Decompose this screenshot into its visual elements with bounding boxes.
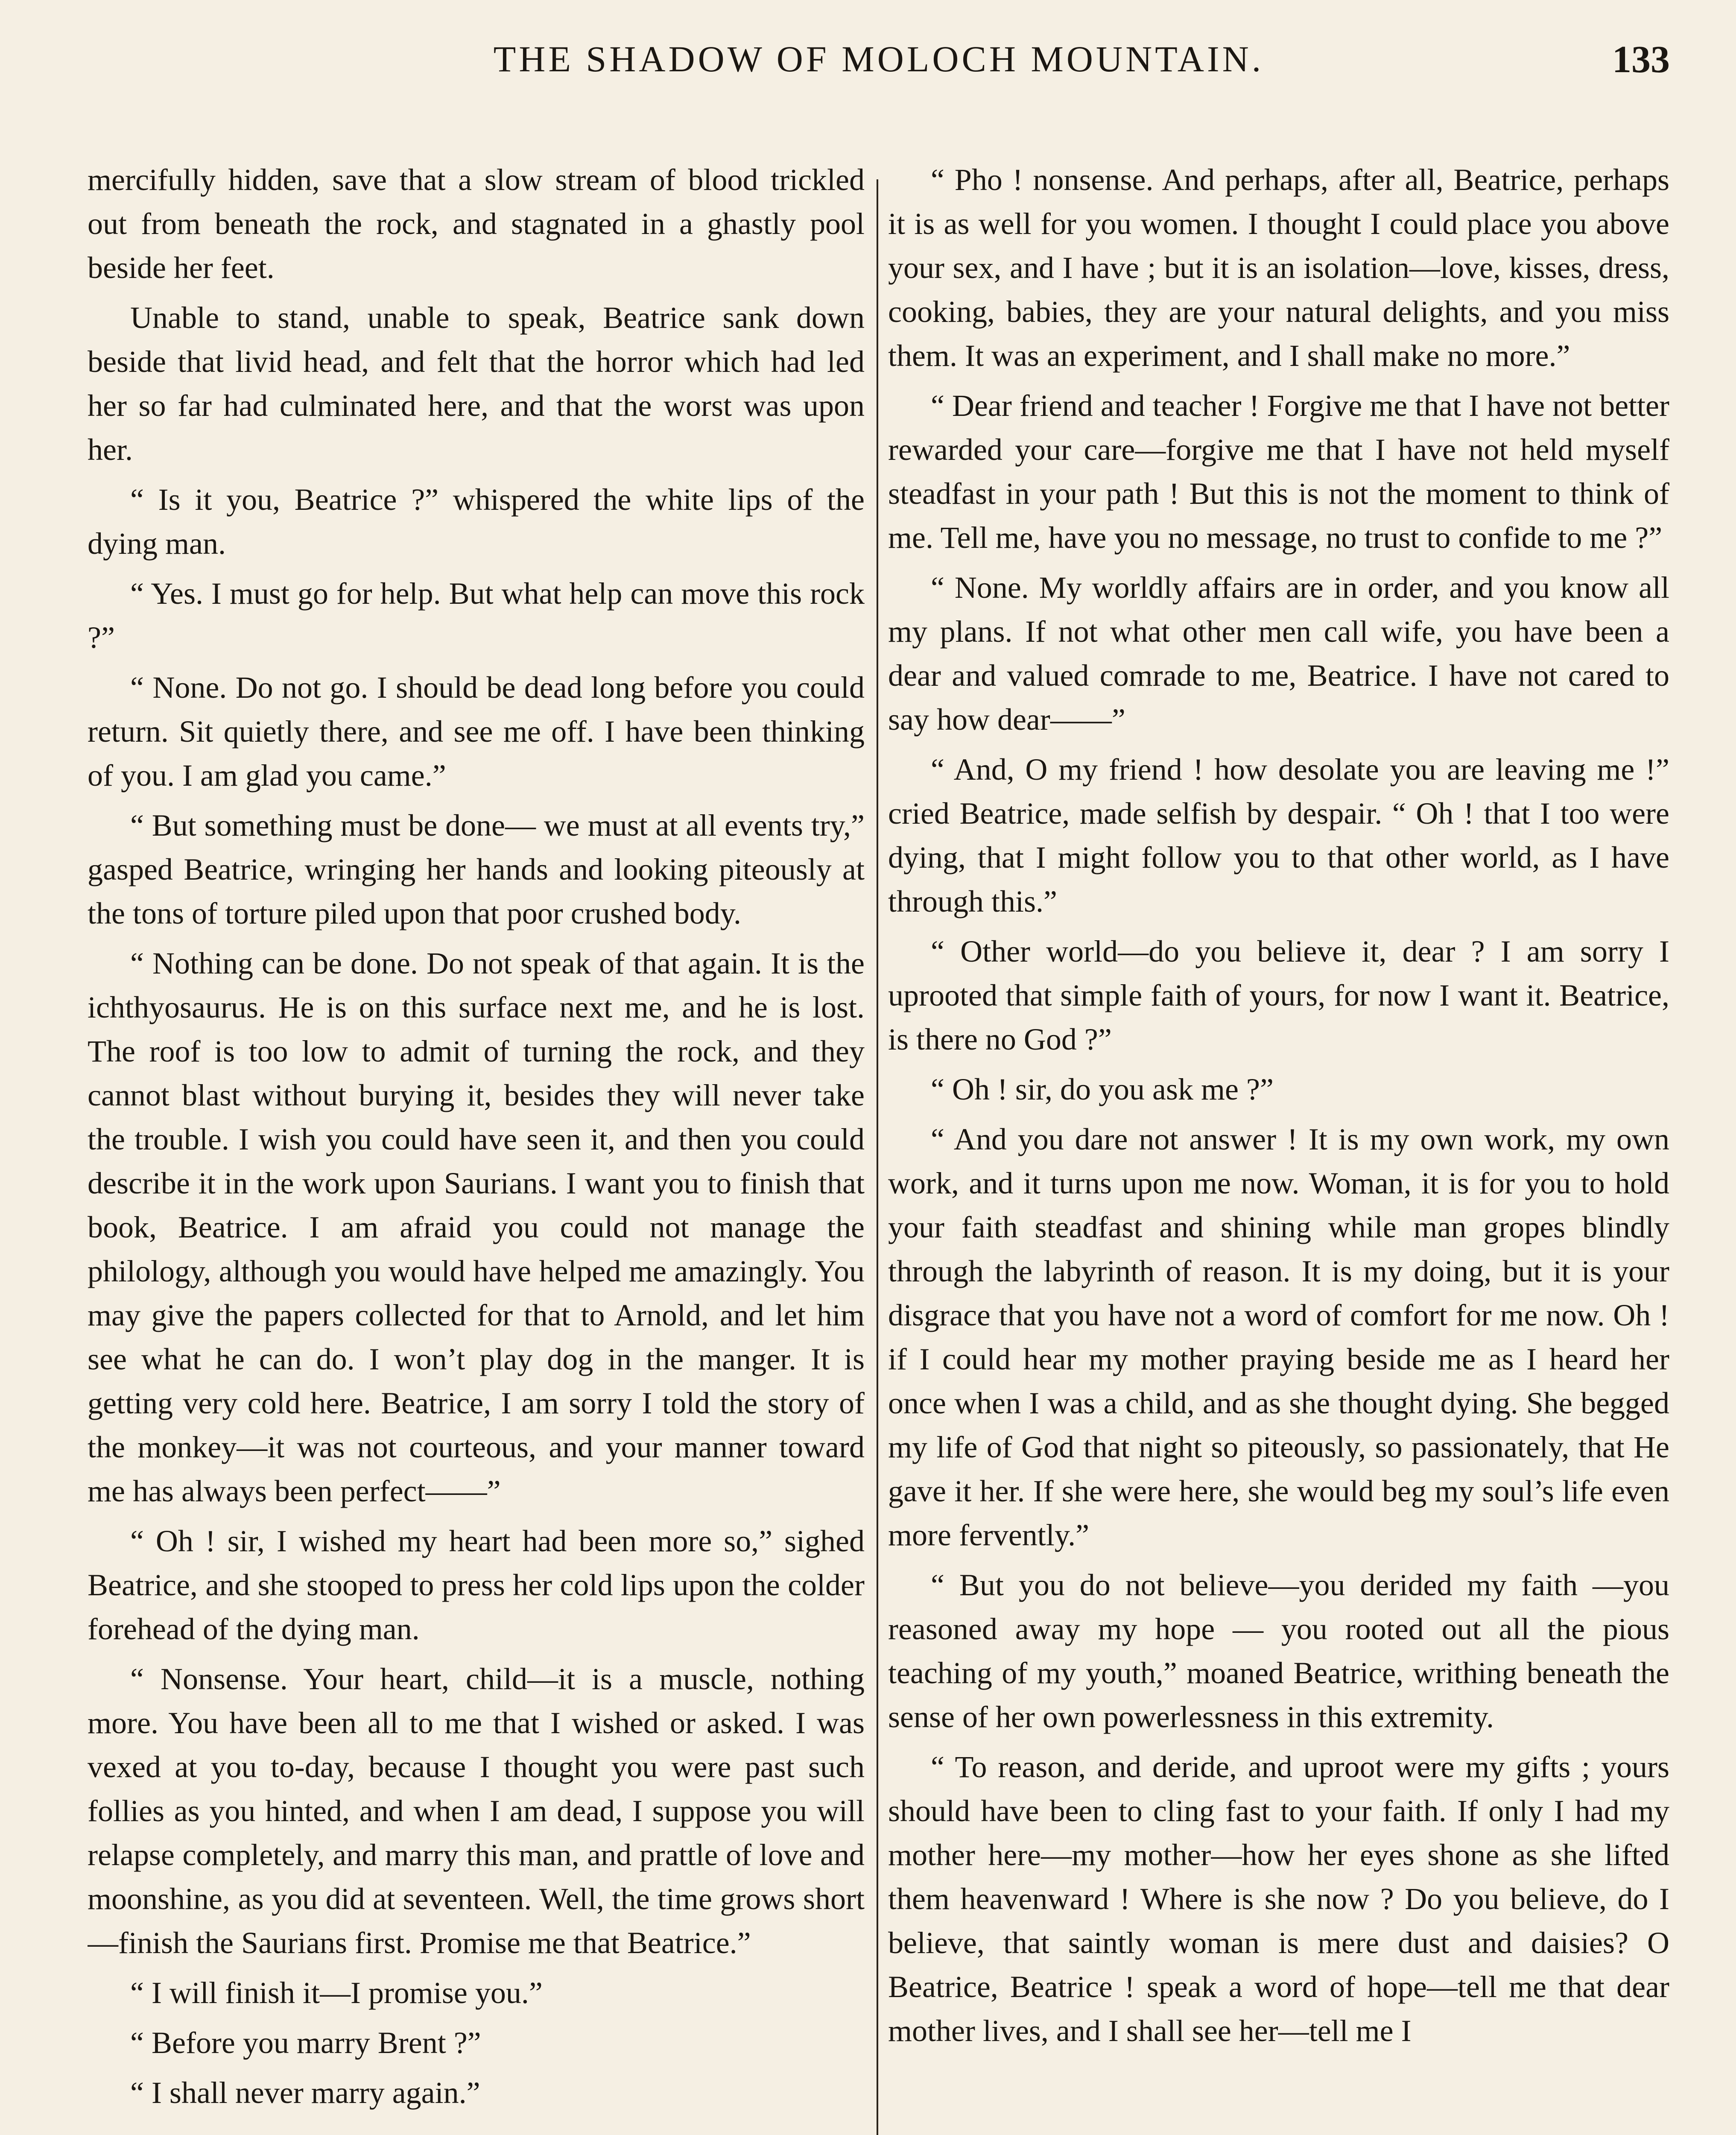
right-column <box>888 158 1669 2135</box>
paragraph: “ I will finish it—I promise you.” <box>130 1976 543 2010</box>
paragraph: “ None. Do not go. I should be dead long before you could return. Sit quietly there, and see me off. I have been thinking of you. I am glad you came.” <box>88 670 865 793</box>
page-header <box>88 38 1670 102</box>
paragraph: “ And, O my friend ! how desolate you are leaving me !” cried Beatrice, made selfish by despair. “ Oh ! that I too were dying, that I might follow you to that other world, as I have through this.” <box>888 752 1669 918</box>
paragraph: Unable to stand, unable to speak, Beatrice sank down beside that livid head, and felt that the horror which had led her so far had culminated here, and that the worst was upon her. <box>88 301 865 467</box>
paragraph: “ Dear friend and teacher ! Forgive me that I have not better rewarded your care—forgive me that I have not held myself steadfast in your path ! But this is not the moment to think of me. Tell me, have you no message, no trust to confide to me ?” <box>888 389 1669 555</box>
paragraph: “ Nothing can be done. Do not speak of that again. It is the ichthyosaurus. He is on this surface next me, and he is lost. The roof is too low to admit of turning the rock, and they cannot blast without burying it, besides they will never take the trouble. I wish you could have seen it, and then you could describe it in the work upon Saurians. I want you to finish that book, Beatrice. I am afraid you could not manage the philology, although you would have helped me amazingly. You may give the papers collected for that to Arnold, and let him see what he can do. I won’t play dog in the manger. It is getting very cold here. Beatrice, I am sorry I told the story of the monkey—it was not courteous, and your manner toward me has always been perfect——” <box>88 946 865 1508</box>
paragraph: “ Pho ! nonsense. And perhaps, after all, Beatrice, perhaps it is as well for you women. I thought I could place you above your sex, and I have ; but it is an isolation—love, kisses, dress, cooking, babies, they are your natural delights, and you miss them. It was an experiment, and I shall make no more.” <box>888 163 1669 373</box>
paragraph: “ I shall never marry again.” <box>130 2076 480 2110</box>
paragraph: “ To reason, and deride, and uproot were my gifts ; yours should have been to cling fast to your faith. If only I had my mother here—my mother—how her eyes shone as she lifted them heavenward ! Where is she now ? Do you believe, do I believe, that saintly woman is mere dust and daisies? O Beatrice, Beatrice ! speak a word of hope—tell me that dear mother lives, and I shall see her—tell me I <box>888 1750 1669 2048</box>
left-column <box>88 158 865 2135</box>
paragraph: “ But something must be done— we must at all events try,” gasped Beatrice, wringing her hands and looking piteously at the tons of torture piled upon that poor crushed body. <box>88 808 865 930</box>
paragraph: mercifully hidden, save that a slow stream of blood trickled out from beneath the rock, and stagnated in a ghastly pool beside her feet. <box>88 163 865 285</box>
paragraph: “ None. My worldly affairs are in order, and you know all my plans. If not what other men call wife, you have been a dear and valued comrade to me, Beatrice. I have not cared to say how dear——” <box>888 570 1669 737</box>
paragraph: “ But you do not believe—you derided my faith —you reasoned away my hope — you rooted out all the pious teaching of my youth,” moaned Beatrice, writhing beneath the sense of her own powerlessness in this extremity. <box>888 1568 1669 1734</box>
paragraph: “ And you dare not answer ! It is my own work, my own work, and it turns upon me now. Woman, it is for you to hold your faith steadfast and shining while man gropes blindly through the labyrinth of reason. It is my doing, but it is your disgrace that you have not a word of comfort for me now. Oh ! if I could hear my mother praying beside me as I heard her once when I was a child, and as she thought dying. She begged my life of God that night so piteously, so passionately, that He gave it her. If she were here, she would beg my soul’s life even more fervently.” <box>888 1122 1669 1552</box>
paragraph: “ Before you marry Brent ?” <box>130 2026 481 2060</box>
column-divider <box>877 179 878 2135</box>
paragraph: “ Is it you, Beatrice ?” whispered the white lips of the dying man. <box>88 483 865 561</box>
paragraph: “ Other world—do you believe it, dear ? I am sorry I uprooted that simple faith of yours, for now I want it. Beatrice, is there no God ?” <box>888 934 1669 1056</box>
paragraph: “ Yes. I must go for help. But what help can move this rock ?” <box>88 576 865 655</box>
page-number: 133 <box>1612 38 1670 81</box>
paragraph: “ Nonsense. Your heart, child—it is a muscle, nothing more. You have been all to me that I wished or asked. I was vexed at you to-day, because I thought you were past such follies as you hinted, and when I am dead, I suppose you will relapse completely, and marry this man, and prattle of love and moonshine, as you did at seventeen. Well, the time grows short—finish the Saurians first. Promise me that Beatrice.” <box>88 1662 865 1960</box>
paragraph: “ Oh ! sir, do you ask me ?” <box>931 1072 1274 1106</box>
running-title: THE SHADOW OF MOLOCH MOUNTAIN. <box>493 38 1264 79</box>
paragraph: “ Oh ! sir, I wished my heart had been more so,” sighed Beatrice, and she stooped to press her cold lips upon the colder forehead of the dying man. <box>88 1524 865 1646</box>
